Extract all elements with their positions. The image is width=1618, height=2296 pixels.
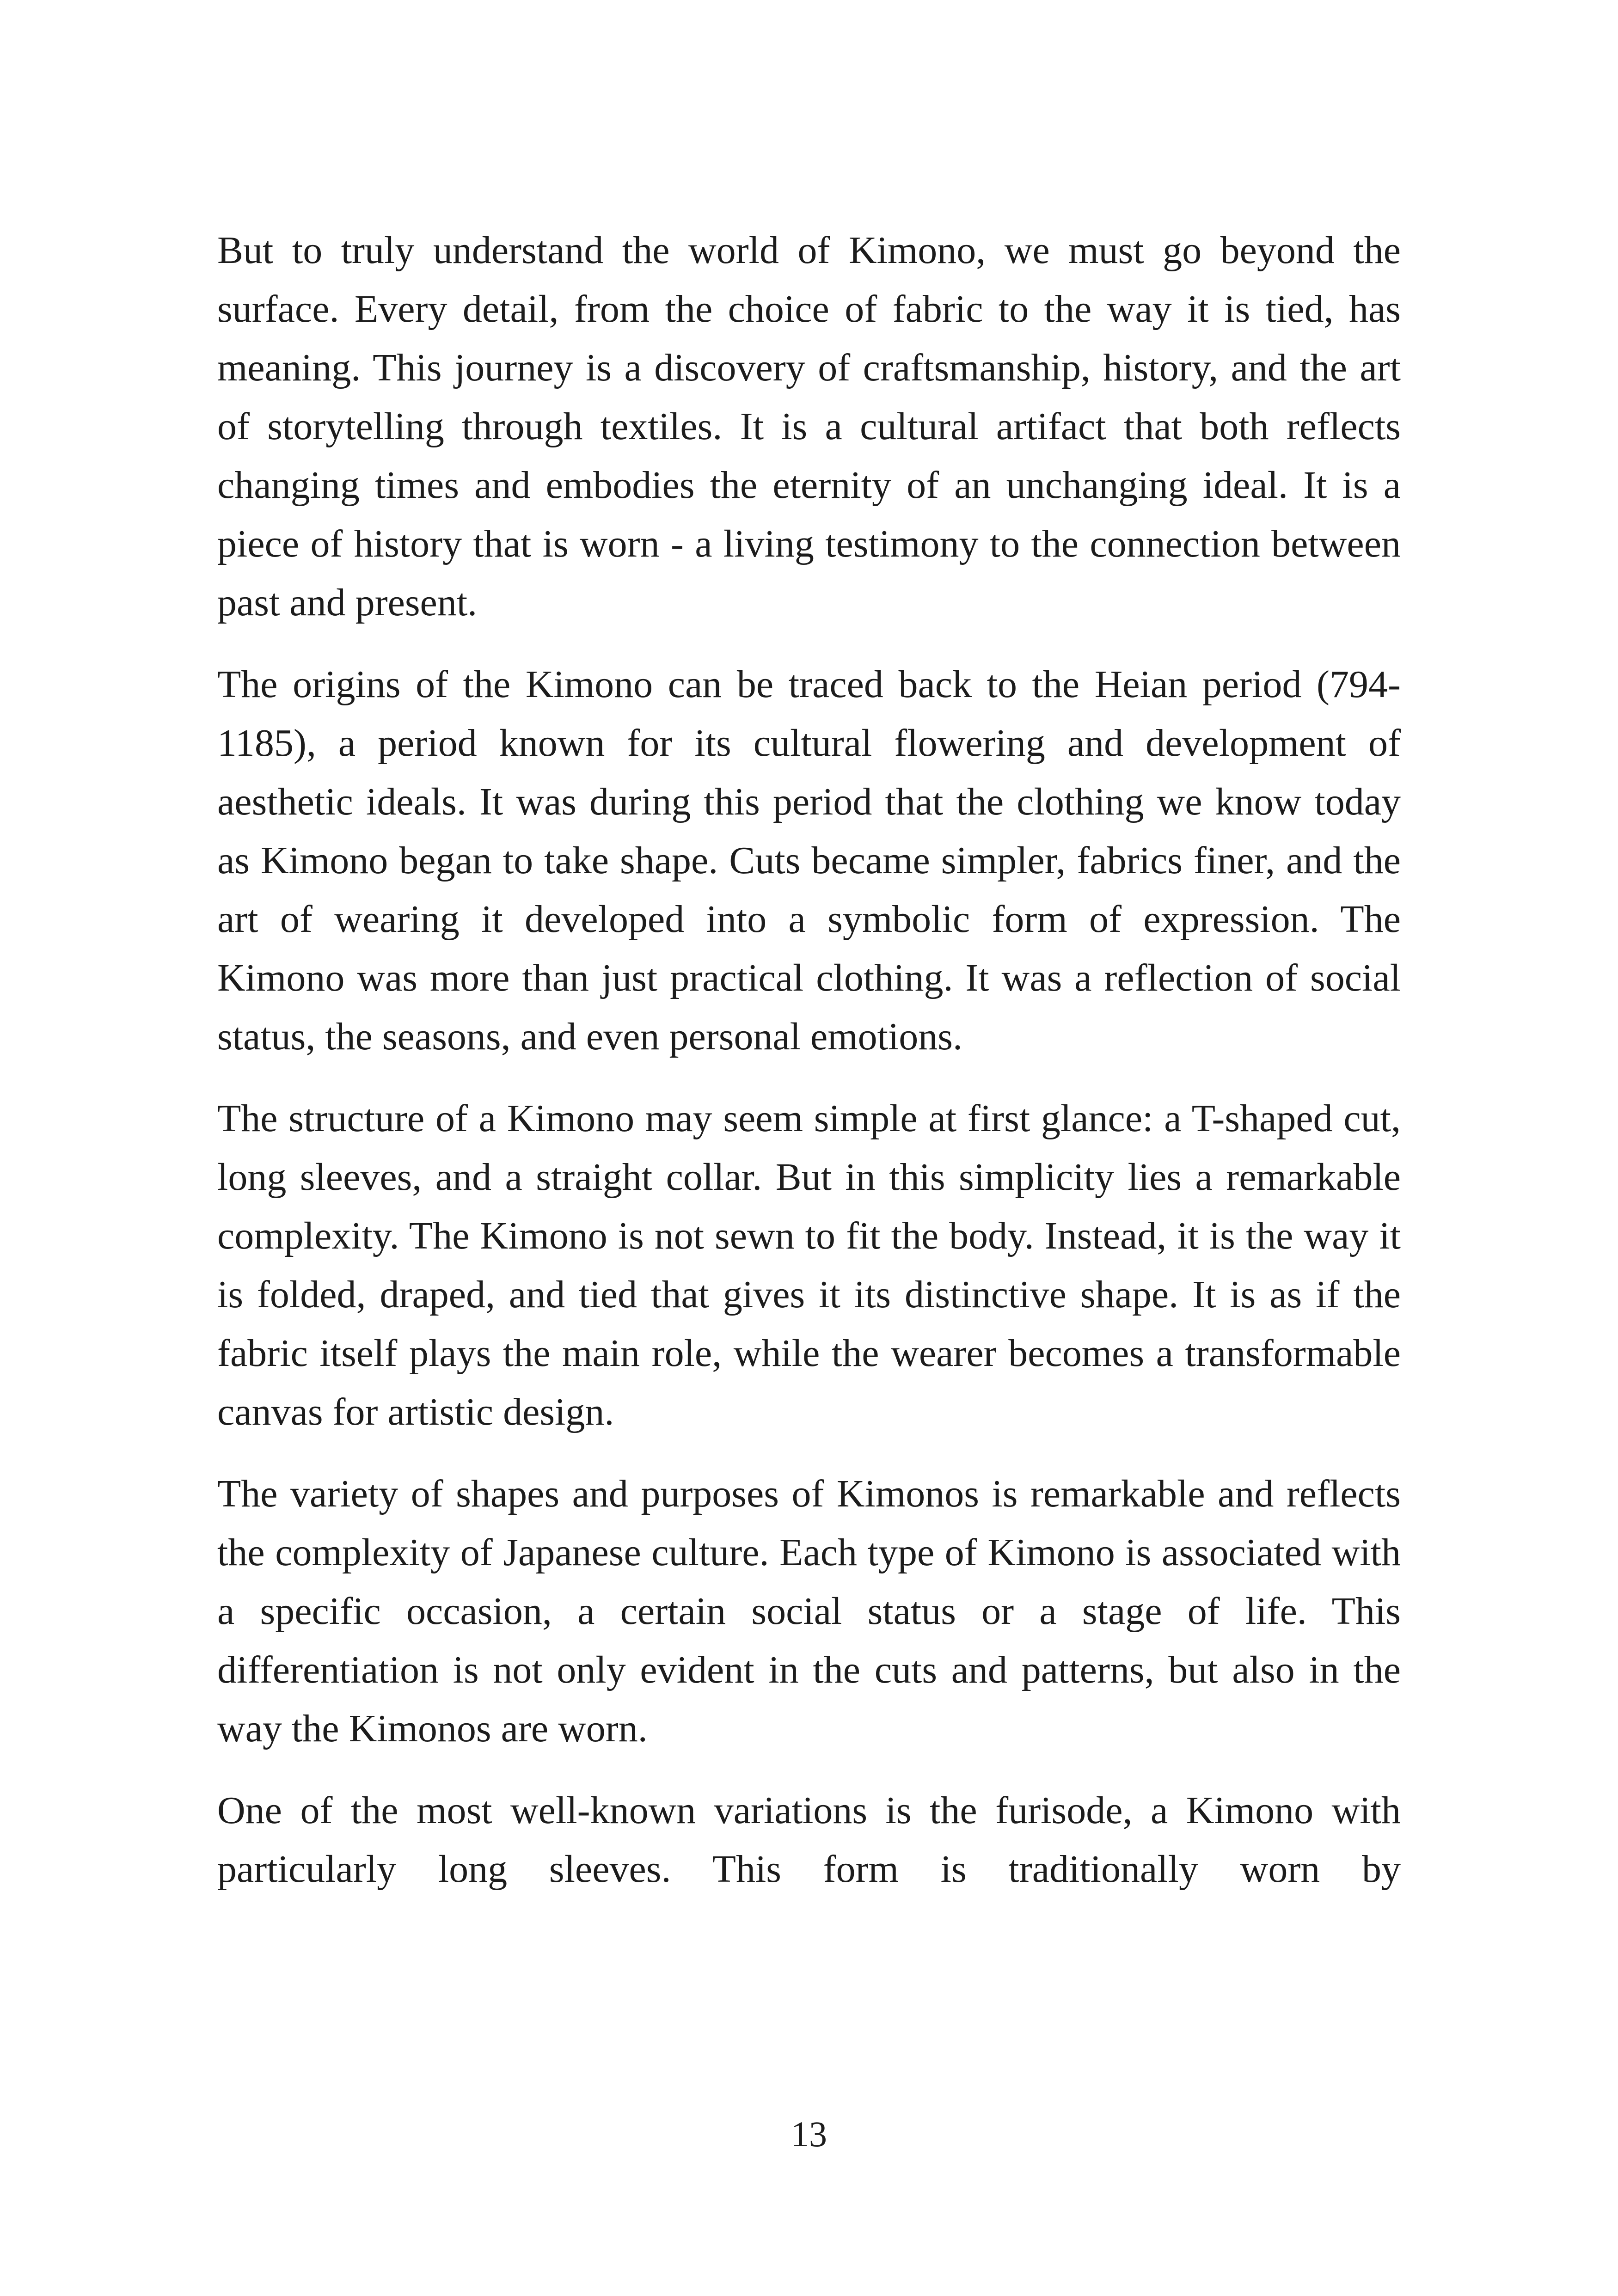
paragraph-heian-origins: The origins of the Kimono can be traced back to the Heian period (794-1185), a period known for its cultural flowering and development of aesthetic ideals. It was during this period that the clothing we know today as Kimono began to take shape. Cuts became simpler, fabrics finer, and the art of wearing it developed into a symbolic form of expression. The Kimono was more than just practical clothing. It was a reflection of social status, the seasons, and even personal emotions.: [217, 663, 1401, 1058]
paragraph-kimono-structure: The structure of a Kimono may seem simple at first glance: a T-shaped cut, long sleeves, and a straight collar. But in this simplicity lies a remarkable complexity. The Kimono is not sewn to fit the body. Instead, it is the way it is folded, draped, and tied that gives it its distinctive shape. It is as if the fabric itself plays the main role, while the wearer becomes a transformable canvas for artistic design.: [217, 1097, 1401, 1433]
paragraph-kimono-variety: The variety of shapes and purposes of Kimonos is remarkable and reflects the complexity of Japanese culture. Each type of Kimono is associated with a specific occasion, a certain social status or a stage of life. This differentiation is not only evident in the cuts and patterns, but also in the way the Kimonos are worn.: [217, 1472, 1401, 1750]
paragraph-kimono-introduction: But to truly understand the world of Kimono, we must go beyond the surface. Every detail, from the choice of fabric to the way it is tied, has meaning. This journey is a discovery of craftsmanship, history, and the art of storytelling through textiles. It is a cultural artifact that both reflects changing times and embodies the eternity of an unchanging ideal. It is a piece of history that is worn - a living testimony to the connection between past and present.: [217, 229, 1401, 624]
page-number: 13: [791, 2114, 827, 2154]
body-text: [217, 221, 1401, 1898]
paragraph-furisode: One of the most well-known variations is the furisode, a Kimono with particularly long sleeves. This form is traditionally worn by: [217, 1789, 1401, 1891]
